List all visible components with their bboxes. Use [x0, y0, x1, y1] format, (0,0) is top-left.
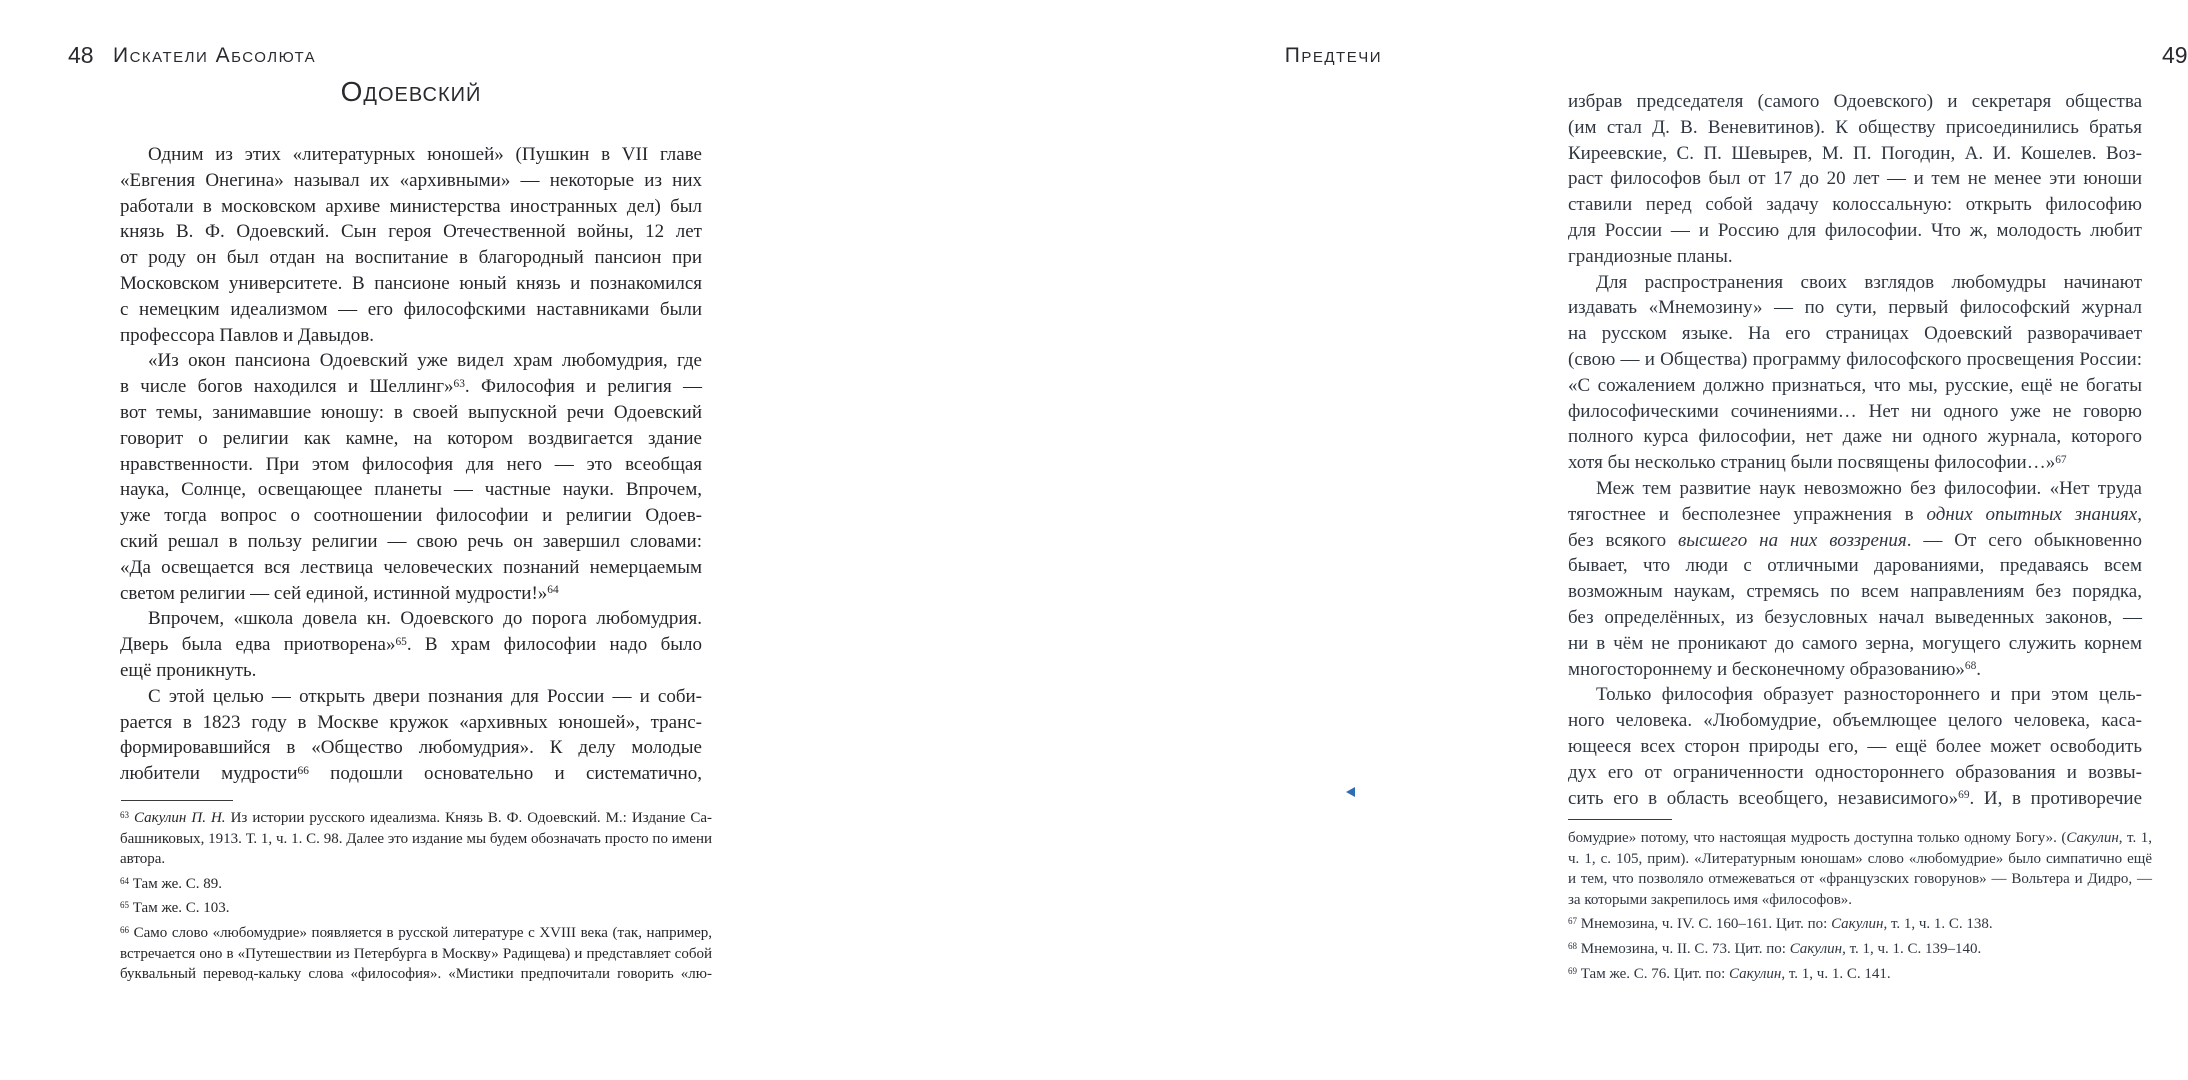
text-line: тягостнее и бесполезнее упражнения в одних опытных знаниях, [1568, 503, 2142, 525]
text-line: в числе богов находился и Шеллинг»$^{63}$. Философия и религия — [120, 376, 702, 398]
text-line: князь В. Ф. Одоевский. Сын героя Отечественной войны, 12 лет [120, 221, 702, 243]
text-line: ни в чём не проникают до самого зерна, могущего служить корнем [1568, 632, 2142, 654]
text-line: «С сожалением должно признаться, что мы, русские, ещё не богаты [1568, 374, 2142, 396]
paragraph [120, 606, 702, 683]
text-line: «Да освещается вся лествица человеческих познаний немерцаемым [120, 556, 702, 578]
paragraph [1568, 682, 2142, 811]
text-line: $^{67}$ Мнемозина, ч. IV. С. 160–161. Цит. по: Сакулин, т. 1, ч. 1. С. 138. [1568, 916, 1993, 933]
text-line: дух его от ограниченности одностороннего образования и возвы- [1568, 761, 2142, 783]
left-page [0, 0, 750, 1080]
text-line: (свою — и Общества) программу философского просвещения России: [1568, 348, 2142, 370]
text-line: ч. 1, с. 105, прим). «Литературным юношам» слово «любомудрие» было симпатично ещё [1568, 850, 2152, 867]
text-line: возможным наукам, стремясь по всем направлениям без порядка, [1568, 581, 2142, 603]
text-line: бомудрие» потому, что настоящая мудрость доступна только одному Богу». (Сакулин, т. 1, [1568, 830, 2152, 846]
text-line: Дверь была едва приотворена»$^{65}$. В храм философии надо было [120, 634, 702, 656]
paragraph [1568, 828, 2152, 910]
text-line: избрав председателя (самого Одоевского) и секретаря общества [1568, 91, 2142, 112]
text-line: С этой целью — открыть двери познания для России — и соби- [148, 685, 702, 707]
right-page-number: 49 [2162, 42, 2188, 68]
text-line: бывает, что люди с отличными дарованиями, предаваясь всем [1568, 555, 2142, 577]
text-line: многостороннему и бесконечному образованию»$^{68}$. [1568, 658, 1982, 680]
paragraph [1568, 939, 2152, 960]
text-line: без определённых, из безусловных начал выведенных законов, — [1568, 606, 2142, 628]
cursor-artifact-icon [1346, 787, 1355, 797]
section-title: Одоевский [340, 76, 482, 107]
text-line: Одним из этих «литературных юношей» (Пушкин в VII главе [148, 144, 702, 165]
text-line: рается в 1823 году в Москве кружок «архивных юношей», транс- [120, 711, 702, 733]
text-line: без всякого высшего на них воззрения. — От сего обыкновенно [1568, 529, 2142, 551]
right-page [750, 0, 2188, 1080]
text-line: любители мудрости$^{66}$ подошли основательно и систематично, [120, 763, 702, 785]
text-line: для России — и Россию для философии. Что ж, молодость любит [1568, 219, 2142, 241]
text-line: светом религии — сей единой, истинной мудрости!»$^{64}$ [120, 582, 559, 604]
text-line: философическими сочинениями… Нет ни одного уже не говорю [1568, 400, 2142, 422]
left-body-text [120, 142, 702, 787]
text-line: ский решал в пользу религии — свою речь он завершил словами: [120, 530, 702, 552]
text-line: полного курса философии, нет даже ни одного журнала, которого [1568, 426, 2142, 448]
text-line: грандиозные планы. [1568, 245, 1733, 267]
text-line: $^{64}$ Там же. С. 89. [120, 875, 223, 892]
text-line: Впрочем, «школа довела кн. Одоевского до порога любомудрия. [148, 608, 702, 630]
text-line: работали в московском архиве министерства иностранных дел) был [120, 195, 702, 217]
text-line: вот темы, занимавшие юношу: в своей выпускной речи Одоевский [120, 401, 702, 423]
text-line: $^{63}$ Сакулин П. Н. Из истории русского идеализма. Князь В. Ф. Одоевский. М.: Издание Са- [120, 809, 713, 826]
right-footnotes [1568, 828, 2152, 988]
right-body-text [1568, 89, 2142, 811]
paragraph [1568, 270, 2142, 476]
text-line: ставили перед собой задачу колоссальную: открыть философию [1568, 194, 2142, 216]
text-line: раст философов был от 17 до 20 лет — и тем не менее эти юноши [1568, 168, 2142, 190]
text-line: Только философия образует разностороннего и при этом цель- [1596, 684, 2142, 706]
text-line: $^{66}$ Само слово «любомудрие» появляется в русской литературе с XVIII века (так, например, [120, 924, 712, 941]
paragraph [1568, 914, 2152, 935]
text-line: уже тогда вопрос о соотношении философии и религии Одоев- [120, 505, 702, 527]
paragraph [1568, 89, 2142, 270]
left-running-head: Искатели Абсолюта [113, 44, 317, 67]
text-line: встречается оно в «Путешествии из Петербурга в Москву» Радищева) и представляет собой [120, 945, 712, 962]
text-line: наука, Солнце, освещающее планеты — частные науки. Впрочем, [120, 479, 702, 501]
text-line: с немецким идеализмом — его философскими наставниками были [120, 298, 702, 320]
paragraph [120, 923, 712, 985]
text-line: от роду он был отдан на воспитание в благородный пансион при [120, 247, 702, 269]
paragraph [120, 684, 702, 787]
text-line: хотя бы несколько страниц были посвящены философии…»$^{67}$ [1568, 452, 2067, 474]
text-line: Московском университете. В пансионе юный князь и познакомился [120, 272, 702, 294]
text-line: Киреевские, С. П. Шевырев, М. П. Погодин, А. И. Кошелев. Воз- [1568, 142, 2142, 164]
paragraph [1568, 964, 2152, 985]
text-line: профессора Павлов и Давыдов. [120, 324, 374, 346]
text-line: автора. [120, 851, 166, 868]
text-line: $^{69}$ Там же. С. 76. Цит. по: Сакулин, т. 1, ч. 1. С. 141. [1568, 965, 1891, 982]
text-line: ющееся всех сторон природы его, — ещё более может освободить [1568, 735, 2142, 757]
text-line: «Евгения Онегина» называл их «архивными» — некоторые из них [120, 169, 702, 191]
paragraph [120, 874, 712, 895]
text-line: буквальный перевод-кальку слова «философия». «Мистики предпочитали говорить «лю- [120, 966, 712, 983]
text-line: $^{65}$ Там же. С. 103. [120, 900, 230, 917]
text-line: и тем, что позволяло отмежеваться от «французских говорунов» — Вольтера и Дидро, — [1568, 871, 2152, 888]
text-line: за которыми закрепилось имя «философов». [1568, 891, 1853, 908]
text-line: издавать «Мнемозину» — по сути, первый философский журнал [1568, 297, 2142, 319]
paragraph [120, 348, 702, 606]
text-line: $^{68}$ Мнемозина, ч. II. С. 73. Цит. по: Сакулин, т. 1, ч. 1. С. 139–140. [1568, 940, 1982, 957]
paragraph [120, 898, 712, 919]
paragraph [120, 808, 712, 870]
text-line: Для распространения своих взглядов любомудры начинают [1596, 271, 2142, 293]
left-footnote-rule [121, 800, 233, 801]
text-line: Меж тем развитие наук невозможно без философии. «Нет труда [1596, 477, 2142, 499]
text-line: говорит о религии как камне, на котором воздвигается здание [120, 427, 702, 449]
text-line: (им стал Д. В. Веневитинов). К обществу присоединились братья [1568, 116, 2142, 138]
text-line: на русском языке. На его страницах Одоевский разворачивает [1568, 323, 2142, 345]
left-footnotes [120, 808, 712, 989]
right-running-head: Предтечи [1284, 44, 1382, 67]
paragraph [1568, 476, 2142, 682]
text-line: формировавшийся в «Общество любомудрия». К делу молодые [120, 737, 702, 759]
text-line: башниковых, 1913. Т. 1, ч. 1. С. 98. Далее это издание мы будем обозначать просто по имени [120, 830, 712, 847]
text-line: ного человека. «Любомудрие, объемлющее целого человека, каса- [1568, 710, 2142, 732]
text-line: ещё проникнуть. [120, 659, 257, 681]
right-footnote-rule [1568, 819, 1672, 820]
text-line: нравственности. При этом философия для него — это всеобщая [120, 453, 702, 475]
text-line: сить его в область всеобщего, независимого»$^{69}$. И, в противоречие [1568, 787, 2142, 809]
text-line: «Из окон пансиона Одоевский уже видел храм любомудрия, где [148, 350, 702, 372]
left-page-number: 48 [68, 42, 94, 68]
paragraph [120, 142, 702, 348]
